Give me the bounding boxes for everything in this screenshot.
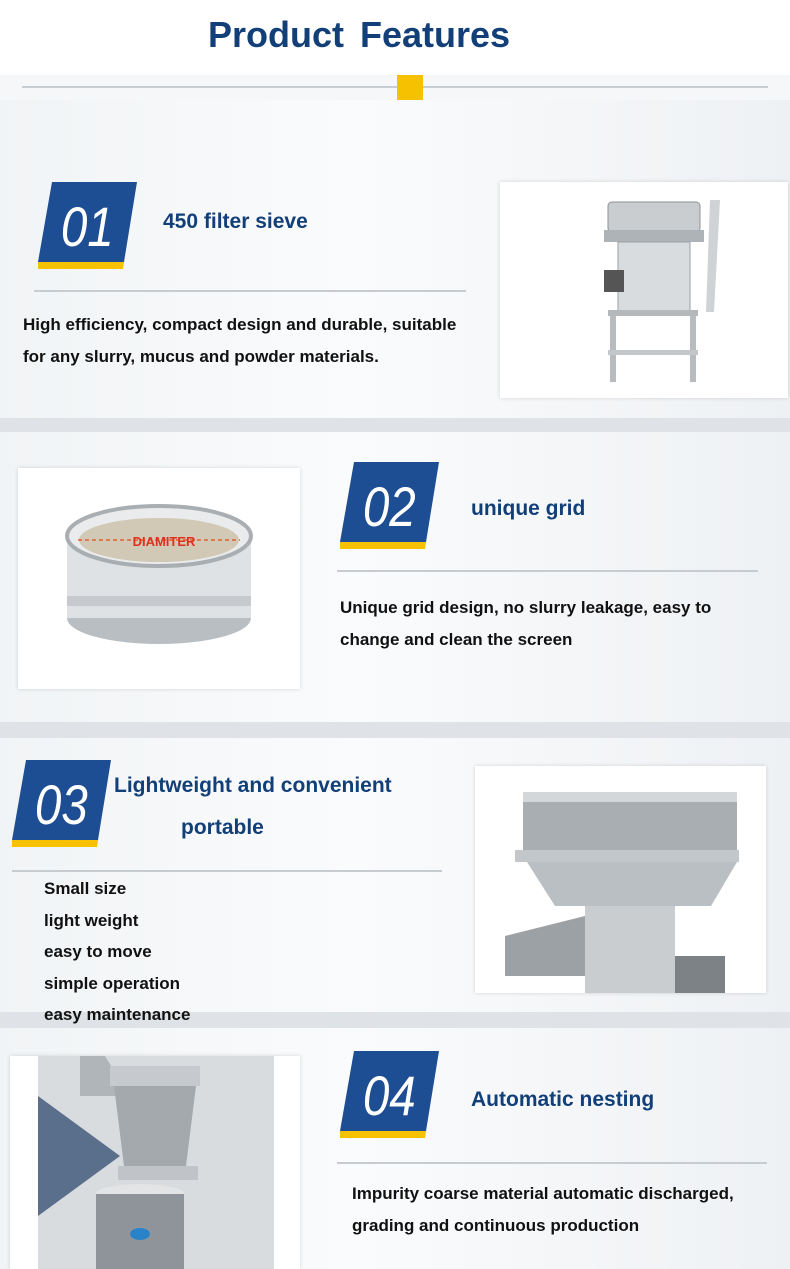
feature-number-badge-3: [12, 760, 108, 846]
automatic-nesting-photo: [10, 1056, 300, 1269]
feature-title-1: 450 filter sieve: [163, 210, 308, 233]
page-title: Product Features: [208, 14, 511, 55]
feature-divider-4: [337, 1162, 767, 1164]
header-divider: [22, 86, 768, 88]
feature-number-4: 04: [362, 1065, 416, 1128]
feature-title-2: unique grid: [471, 497, 586, 520]
feature-number-1: 01: [60, 196, 114, 259]
description-line: Impurity coarse material automatic discharged,: [352, 1184, 734, 1203]
filter-sieve-machine-photo: [500, 182, 788, 398]
diameter-label: DIAMITER: [132, 534, 196, 549]
feature-number-2: 02: [362, 476, 416, 539]
feature-number-badge-2: [340, 462, 436, 548]
description-line: Small size: [44, 879, 127, 898]
description-line: light weight: [44, 910, 139, 930]
feature-title-4: Automatic nesting: [471, 1088, 655, 1111]
feature-description-2: [340, 592, 711, 656]
feature-number-3: 03: [34, 774, 88, 837]
feature-description-4: [352, 1178, 734, 1242]
description-line: Unique grid design, no slurry leakage, easy to: [340, 598, 712, 617]
description-line: High efficiency, compact design and durable, suitable: [23, 315, 457, 334]
section-gap: [0, 418, 790, 432]
description-line: grading and continuous production: [352, 1216, 640, 1235]
feature-number-badge-1: [38, 182, 134, 268]
feature-divider-2: [337, 570, 758, 572]
feature-title-3-line-1: Lightweight and convenient: [114, 774, 392, 797]
header-accent-square: [397, 75, 423, 100]
description-line: easy maintenance: [44, 1005, 191, 1024]
feature-title-3-line-2: portable: [181, 816, 264, 839]
feature-description-3: [44, 873, 190, 1031]
feature-number-badge-4: [340, 1051, 436, 1137]
description-line: for any slurry, mucus and powder materials.: [23, 347, 379, 366]
feature-description-1: [23, 309, 456, 373]
description-line: simple operation: [44, 973, 181, 993]
sieve-screen-photo: [18, 468, 300, 689]
portable-sieve-photo: [475, 766, 766, 993]
page-header: [0, 0, 790, 75]
description-line: easy to move: [44, 942, 152, 961]
section-gap: [0, 722, 790, 738]
feature-divider-1: [34, 290, 466, 292]
description-line: change and clean the screen: [340, 630, 573, 649]
feature-divider-3: [12, 870, 442, 872]
